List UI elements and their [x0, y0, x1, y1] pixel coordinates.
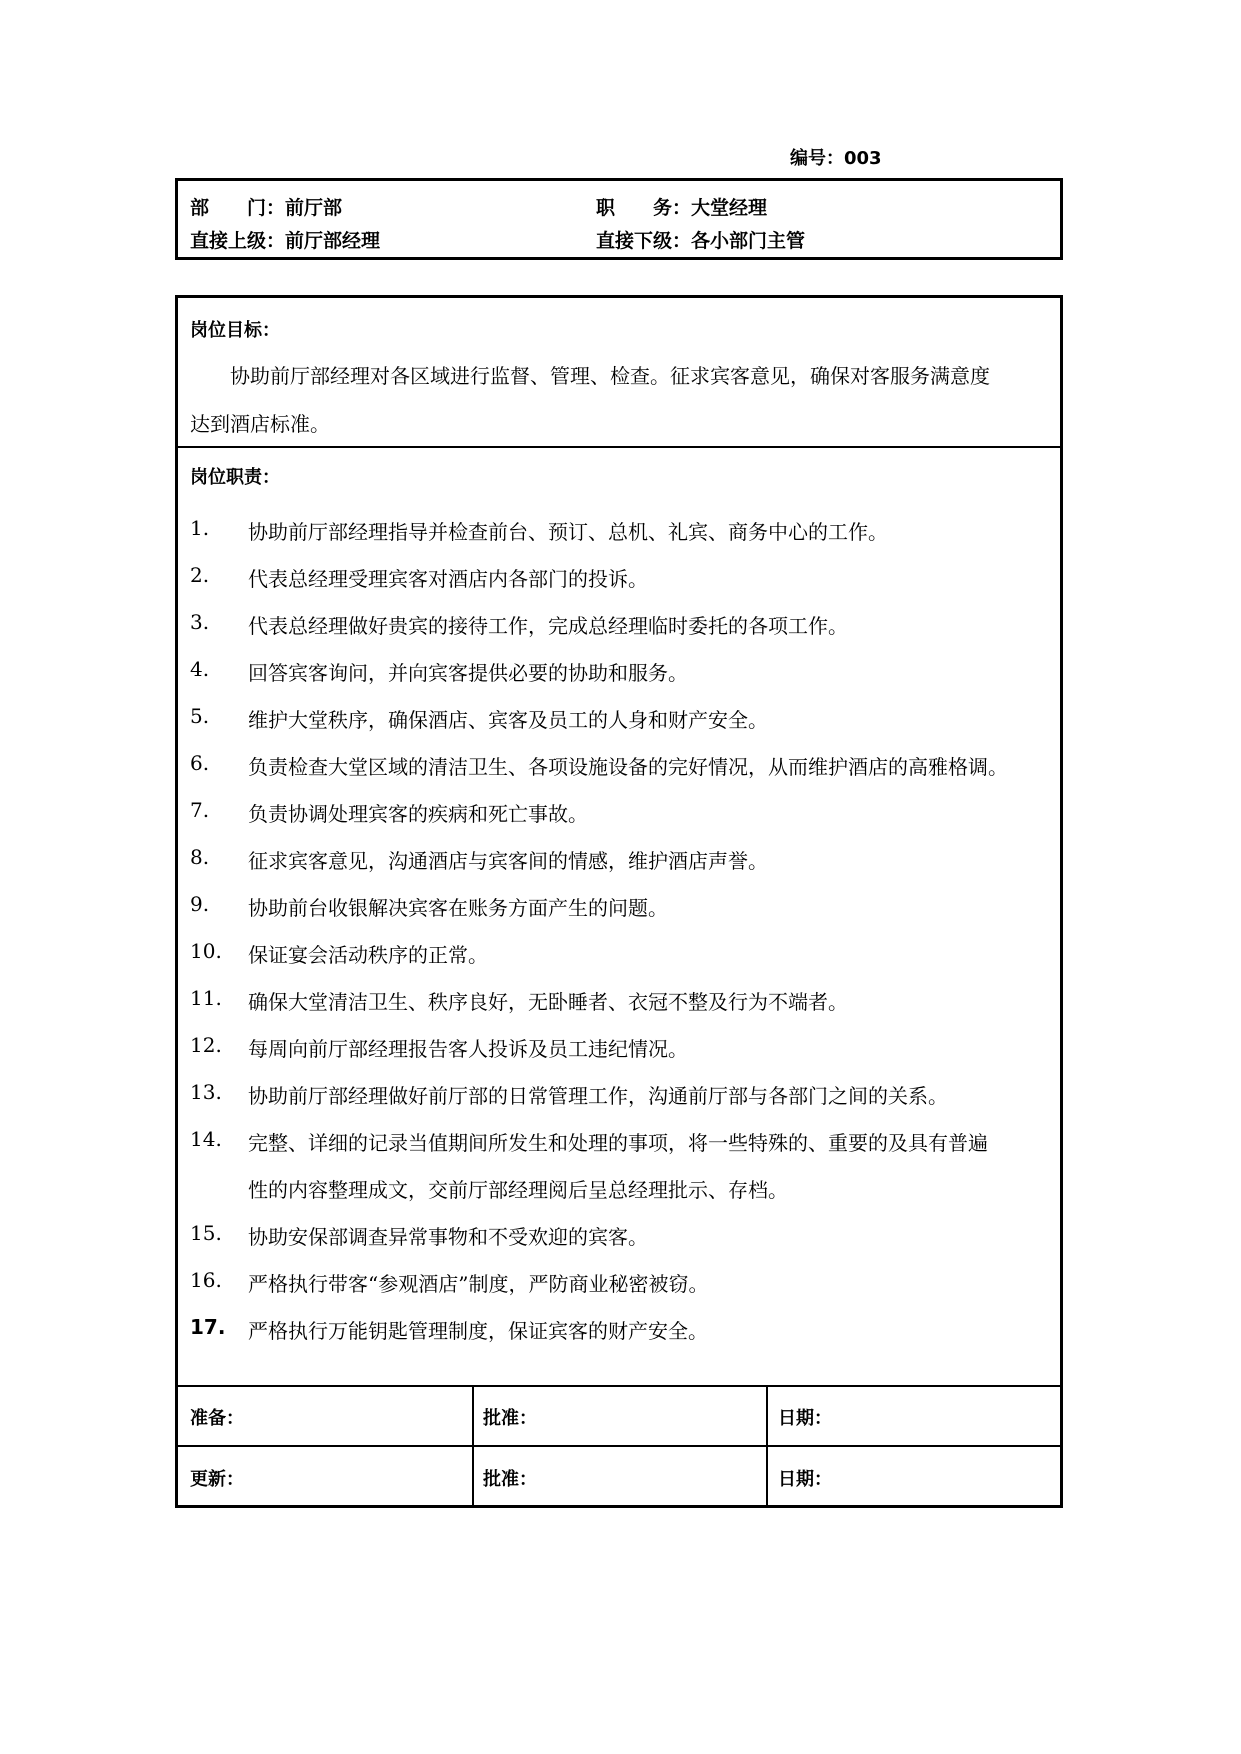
info-box: [175, 178, 1063, 260]
objective-title: 岗位目标：: [190, 320, 280, 341]
duty-number: 7.: [190, 798, 210, 822]
duty-text: 协助前台收银解决宾客在账务方面产生的问题。: [248, 896, 668, 920]
duty-number: 14.: [190, 1127, 222, 1151]
department-field: 部 门：前厅部: [190, 197, 343, 219]
duty-text: 协助前厅部经理指导并检查前台、预订、总机、礼宾、商务中心的工作。: [248, 520, 888, 544]
duty-text: 严格执行带客“参观酒店”制度，严防商业秘密被窃。: [248, 1272, 709, 1296]
duty-text: 协助安保部调查异常事物和不受欢迎的宾客。: [248, 1225, 648, 1249]
footer-divider-top: [178, 1385, 1060, 1387]
objective-text-line-1: 协助前厅部经理对各区域进行监督、管理、检查。征求宾客意见，确保对客服务满意度: [230, 364, 990, 388]
duty-text: 代表总经理做好贵宾的接待工作，完成总经理临时委托的各项工作。: [248, 614, 848, 638]
duty-number: 5.: [190, 704, 210, 728]
duty-text: 征求宾客意见，沟通酒店与宾客间的情感，维护酒店声誉。: [248, 849, 768, 873]
approved-label-1: 批准：: [483, 1408, 537, 1429]
updated-label: 更新：: [190, 1469, 244, 1490]
duty-number: 10.: [190, 939, 222, 963]
duty-text: 负责检查大堂区域的清洁卫生、各项设施设备的完好情况，从而维护酒店的高雅格调。: [248, 755, 1008, 779]
duty-text: 严格执行万能钥匙管理制度，保证宾客的财产安全。: [248, 1319, 708, 1343]
duty-number: 13.: [190, 1080, 222, 1104]
duties-title: 岗位职责：: [190, 467, 280, 488]
approved-label-2: 批准：: [483, 1469, 537, 1490]
superior-field: 直接上级：前厅部经理: [190, 230, 381, 252]
footer-column-divider-1: [472, 1385, 474, 1508]
duty-text: 维护大堂秩序，确保酒店、宾客及员工的人身和财产安全。: [248, 708, 768, 732]
duty-text-continued: 性的内容整理成文，交前厅部经理阅后呈总经理批示、存档。: [248, 1178, 788, 1202]
duty-number: 6.: [190, 751, 210, 775]
duty-text: 保证宴会活动秩序的正常。: [248, 943, 488, 967]
main-box: [175, 295, 1063, 1508]
duty-number: 9.: [190, 892, 210, 916]
duty-text: 每周向前厅部经理报告客人投诉及员工违纪情况。: [248, 1037, 688, 1061]
duty-number: 11.: [190, 986, 222, 1010]
document-number: 编号：003: [790, 148, 882, 169]
duty-number: 8.: [190, 845, 210, 869]
duty-number: 1.: [190, 516, 210, 540]
duty-text: 确保大堂清洁卫生、秩序良好，无卧睡者、衣冠不整及行为不端者。: [248, 990, 848, 1014]
duty-number: 3.: [190, 610, 210, 634]
duty-text: 协助前厅部经理做好前厅部的日常管理工作，沟通前厅部与各部门之间的关系。: [248, 1084, 948, 1108]
duty-number: 15.: [190, 1221, 222, 1245]
date-label-1: 日期：: [778, 1408, 832, 1429]
footer-column-divider-2: [766, 1385, 768, 1508]
duty-number: 12.: [190, 1033, 222, 1057]
section-divider: [178, 446, 1060, 448]
duty-number: 16.: [190, 1268, 222, 1292]
duty-text: 代表总经理受理宾客对酒店内各部门的投诉。: [248, 567, 648, 591]
subordinate-field: 直接下级：各小部门主管: [596, 230, 806, 252]
duty-text: 完整、详细的记录当值期间所发生和处理的事项，将一些特殊的、重要的及具有普遍: [248, 1131, 988, 1155]
duty-number: 4.: [190, 657, 210, 681]
prepared-label: 准备：: [190, 1408, 244, 1429]
duty-text: 回答宾客询问，并向宾客提供必要的协助和服务。: [248, 661, 688, 685]
duty-text: 负责协调处理宾客的疾病和死亡事故。: [248, 802, 588, 826]
footer-divider-middle: [178, 1445, 1060, 1447]
position-field: 职 务：大堂经理: [596, 197, 768, 219]
duty-number: 17.: [190, 1315, 226, 1339]
duty-number: 2.: [190, 563, 210, 587]
objective-text-line-2: 达到酒店标准。: [190, 412, 330, 436]
date-label-2: 日期：: [778, 1469, 832, 1490]
